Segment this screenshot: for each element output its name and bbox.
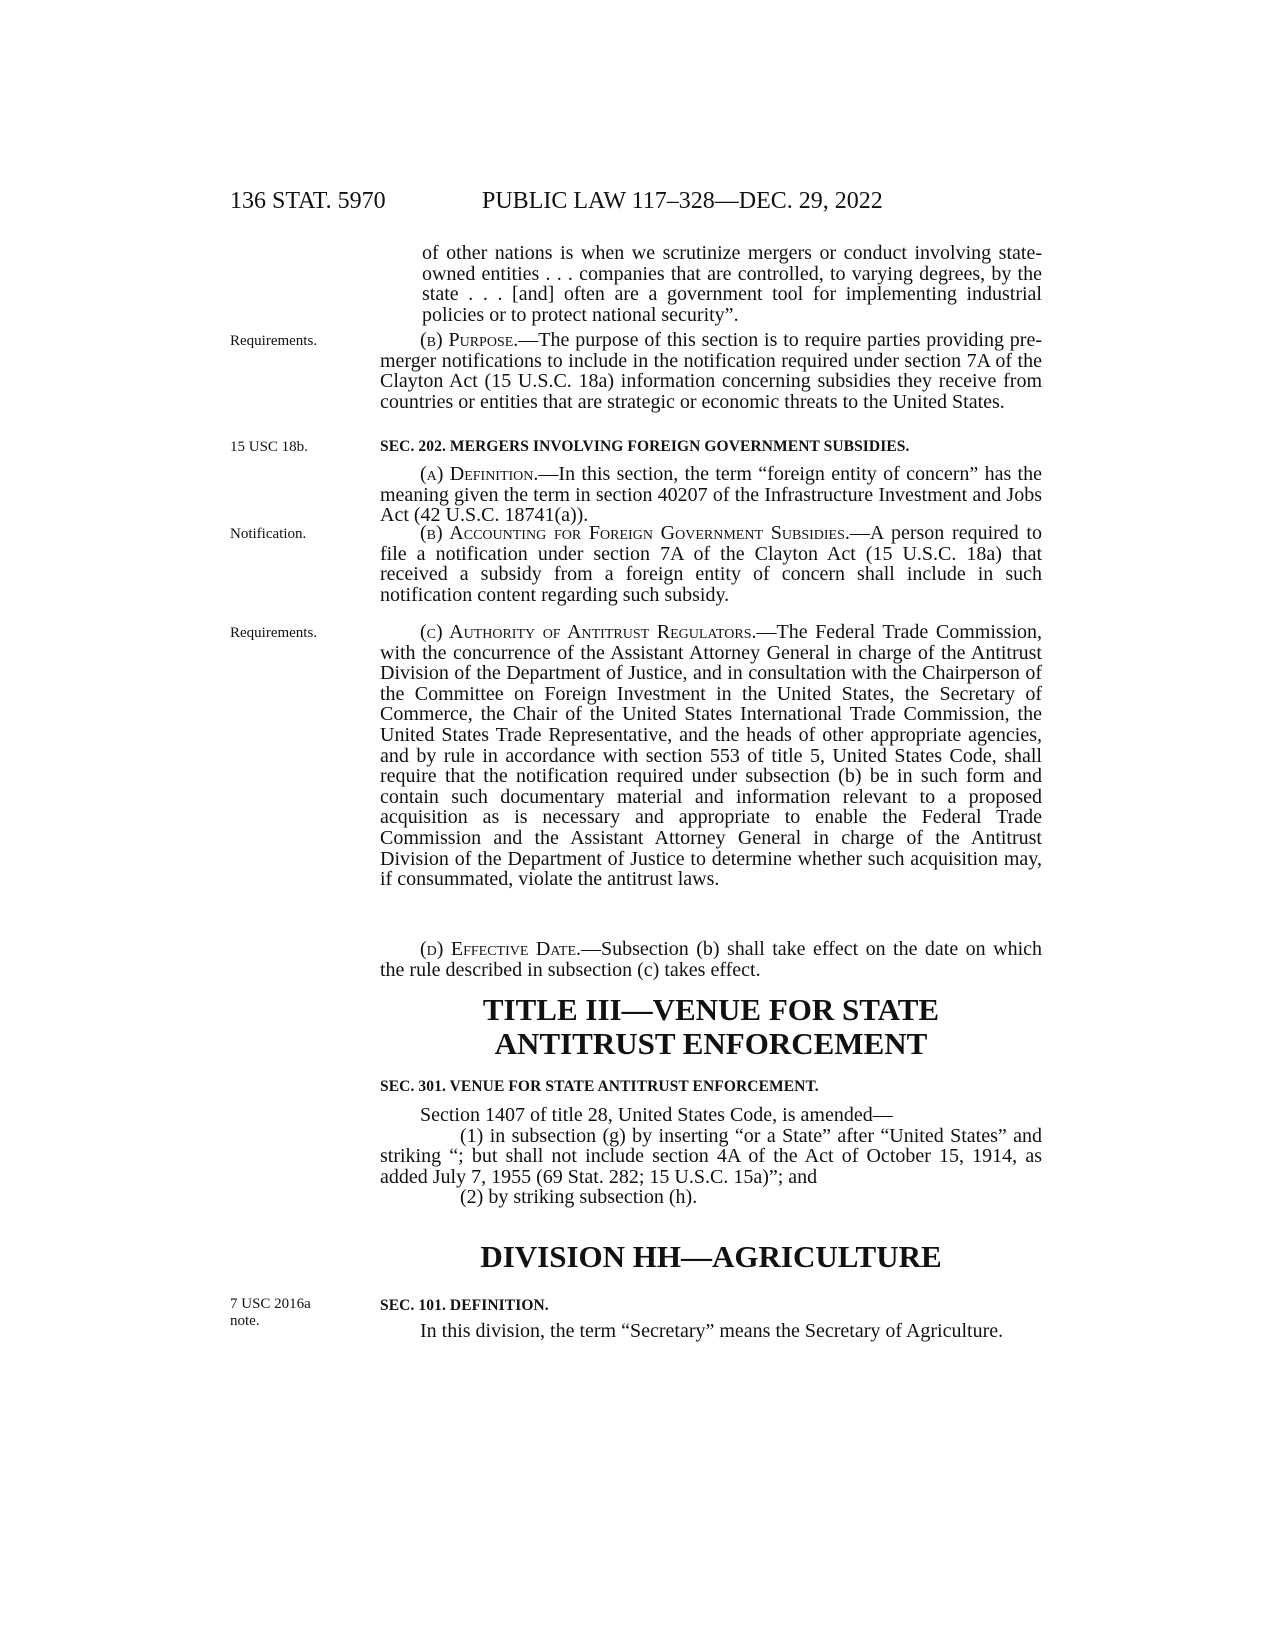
section-301-heading <box>380 1077 1042 1098</box>
margin-note-line: 7 USC 2016a <box>230 1296 311 1312</box>
public-law-reference: PUBLIC LAW 117–328—DEC. 29, 2022 <box>482 188 883 214</box>
section-202-heading <box>380 437 1042 458</box>
subsection-c-text: —The Federal Trade Commission, with the concurrence of the Assistant Attorney General in charge of the Antitrust Division of the Department of Justice, and in consultation with the Chairperson of the Committee on Foreign Investment in the United States, the Secretary of Commerce, the Chair of the United States International Trade Commission, the United States Trade Representative, and the heads of other appropriate agencies, and by rule in accordance with section 553 of title 5, United States Code, shall require that the notification required under subsection (b) be in such form and contain such documentary material and information relevant to a proposed acquisition as is necessary and appropriate to enable the Federal Trade Commission and the Assistant Attorney General in charge of the Antitrust Division of the Department of Justice to determine whether such acquisition may, if consummated, violate the antitrust laws. <box>380 621 1043 891</box>
margin-note-notification: Notification. <box>230 526 307 542</box>
quote-block <box>422 243 1042 325</box>
title-line: TITLE III—VENUE FOR STATE <box>482 992 940 1027</box>
section-heading: SEC. 202. MERGERS INVOLVING FOREIGN GOVERNMENT SUBSIDIES. <box>380 438 910 455</box>
section-heading: SEC. 301. VENUE FOR STATE ANTITRUST ENFORCEMENT. <box>380 1078 819 1095</box>
section-101-heading <box>380 1296 1042 1317</box>
division-hh-heading <box>380 1240 1042 1274</box>
stat-reference: 136 STAT. 5970 <box>230 188 386 214</box>
subsection-b-text: —A person required to file a notification under section 7A of the Clayton Act (15 U.S.C. 18a) that received a subsidy from a foreign entity of concern shall include in such notification content regarding such subsidy. <box>380 522 1042 606</box>
section-301-intro: Section 1407 of title 28, United States Code, is amended— <box>420 1104 893 1126</box>
section-301-item-2: (2) by striking subsection (h). <box>460 1186 698 1209</box>
section-301-item-1: (1) in subsection (g) by inserting “or a State” after “United States” and striking “; but shall not include section 4A of the Act of October 15, 1914, as added July 7, 1955 (69 Stat. 282; 15 U.S.C. 15a)”; and <box>380 1124 1042 1188</box>
division-title: DIVISION HH—AGRICULTURE <box>480 1239 942 1274</box>
subsection-d-heading: (d) Effective Date. <box>420 938 581 960</box>
subsection-c-heading: (c) Authority of Antitrust Regulators. <box>420 621 757 643</box>
section-101-text: In this division, the term “Secretary” means the Secretary of Agriculture. <box>420 1320 1004 1342</box>
purpose-heading: (b) Purpose. <box>420 329 519 351</box>
section-202-a <box>380 464 1042 526</box>
section-101-body <box>380 1321 1042 1342</box>
section-202-d <box>380 939 1042 980</box>
margin-note-line: note. <box>230 1313 260 1329</box>
section-301-body <box>380 1105 1042 1208</box>
purpose-text: —The purpose of this section is to require parties providing pre-merger notifications to include in the notification required under section 7A of the Clayton Act (15 U.S.C. 18a) information concerning subsidies they receive from countries or entities that are strategic or economic threats to the United States. <box>380 329 1042 413</box>
section-202-b <box>380 523 1042 605</box>
purpose-paragraph <box>380 330 1042 412</box>
margin-note-usc-18b: 15 USC 18b. <box>230 439 308 455</box>
margin-note-usc-2016a <box>230 1296 311 1330</box>
margin-note-requirements: Requirements. <box>230 333 318 349</box>
quote-text: of other nations is when we scrutinize mergers or conduct involving state-owned entities . . . companies that are controlled, to varying degrees, by the state . . . [and] often are a government tool for implementing industrial policies or to protect national security”. <box>422 242 1042 326</box>
margin-note-requirements-2: Requirements. <box>230 625 318 641</box>
title-iii-heading <box>380 993 1042 1061</box>
subsection-d-text: —Subsection (b) shall take effect on the date on which the rule described in subsection (c) takes effect. <box>380 938 1042 981</box>
subsection-b-heading: (b) Accounting for Foreign Government Subsidies. <box>420 522 850 544</box>
subsection-a-text: —In this section, the term “foreign entity of concern” has the meaning given the term in section 40207 of the Infrastructure Investment and Jobs Act (42 U.S.C. 18741(a)). <box>380 463 1042 527</box>
section-202-c <box>380 622 1042 890</box>
title-line: ANTITRUST ENFORCEMENT <box>494 1026 928 1061</box>
section-heading: SEC. 101. DEFINITION. <box>380 1297 549 1314</box>
subsection-a-heading: (a) Definition. <box>420 463 539 485</box>
